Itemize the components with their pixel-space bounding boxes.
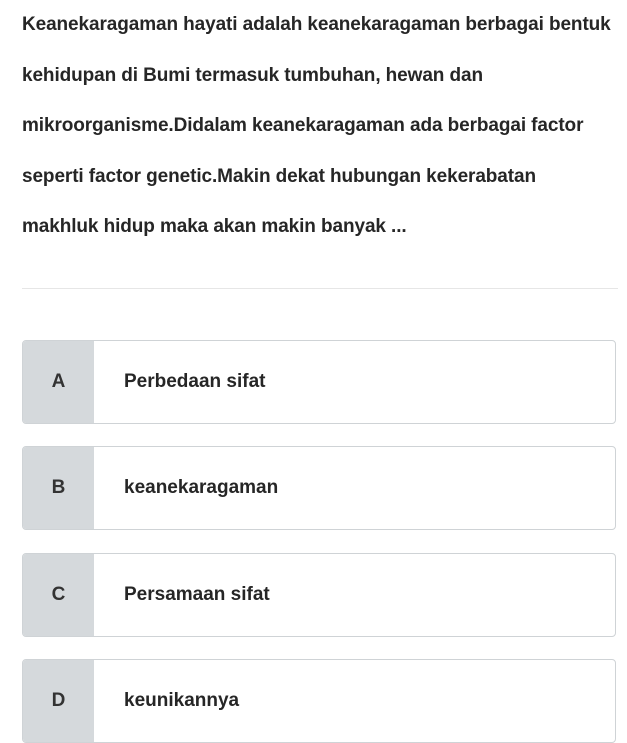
- option-letter: B: [23, 447, 94, 529]
- option-text: keunikannya: [124, 690, 240, 711]
- option-text: Persamaan sifat: [124, 584, 270, 605]
- option-d[interactable]: [22, 659, 616, 743]
- option-b[interactable]: [22, 446, 616, 530]
- divider: [22, 288, 618, 289]
- option-letter: C: [23, 554, 94, 636]
- option-c[interactable]: [22, 553, 616, 637]
- option-a[interactable]: [22, 340, 616, 424]
- option-letter: D: [23, 660, 94, 742]
- option-letter: A: [23, 341, 94, 423]
- option-text: Perbedaan sifat: [124, 371, 266, 392]
- question-text: Keanekaragaman hayati adalah keanekaragaman berbagai bentuk kehidupan di Bumi termasuk tumbuhan, hewan dan mikroorganisme.Didalam keanekaragaman ada berbagai factor seperti factor genetic.Makin dekat hubungan kekerabatan makhluk hidup maka akan makin banyak ...: [22, 14, 611, 237]
- option-text: keanekaragaman: [124, 477, 279, 498]
